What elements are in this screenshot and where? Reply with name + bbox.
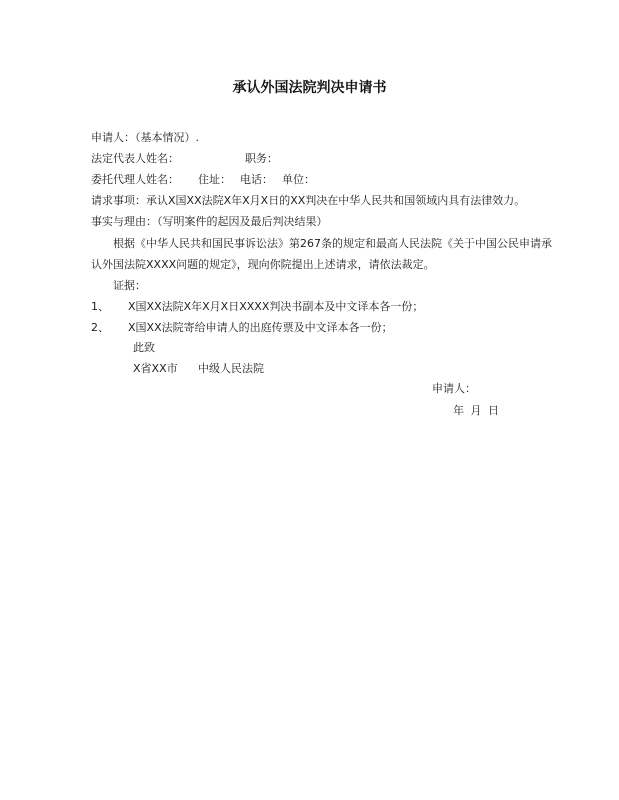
legal-rep-position-label: 职务： — [245, 152, 278, 165]
evidence-label: 证据： — [113, 279, 146, 292]
agent-name-label: 委托代理人姓名： — [91, 173, 179, 186]
signature-label: 申请人： — [432, 382, 476, 395]
agent-unit-label: 单位： — [282, 173, 315, 186]
recipient-court: 中级人民法院 — [198, 362, 264, 375]
legal-rep-name-label: 法定代表人姓名： — [91, 152, 179, 165]
evidence-number: 2、 — [91, 321, 109, 334]
evidence-number: 1、 — [91, 300, 109, 313]
recipient-place: X省XX市 — [133, 362, 178, 375]
facts-line: 事实与理由：（写明案件的起因及最后判决结果） — [91, 215, 328, 228]
basis-paragraph-line-1: 根据《中华人民共和国民事诉讼法》第267条的规定和最高人民法院《关于中国公民申请承 — [113, 237, 552, 250]
applicant-line: 申请人：（基本情况）. — [91, 131, 199, 144]
agent-address-label: 住址： — [198, 173, 231, 186]
date-label: 年 月 日 — [453, 404, 499, 417]
document-title: 承认外国法院判决申请书 — [232, 80, 387, 96]
evidence-item: X国XX法院X年X月X日XXXX判决书副本及中文译本各一份； — [128, 300, 424, 313]
agent-phone-label: 电话： — [240, 173, 273, 186]
closing-salutation: 此致 — [133, 341, 155, 354]
evidence-item: X国XX法院寄给申请人的出庭传票及中文译本各一份； — [128, 321, 393, 334]
request-line: 请求事项：承认X国XX法院X年X月X日的XX判决在中华人民共和国领域内具有法律效力。 — [91, 194, 526, 207]
basis-paragraph-line-2: 认外国法院XXXX问题的规定》，现向你院提出上述请求，请依法裁定。 — [91, 258, 435, 271]
